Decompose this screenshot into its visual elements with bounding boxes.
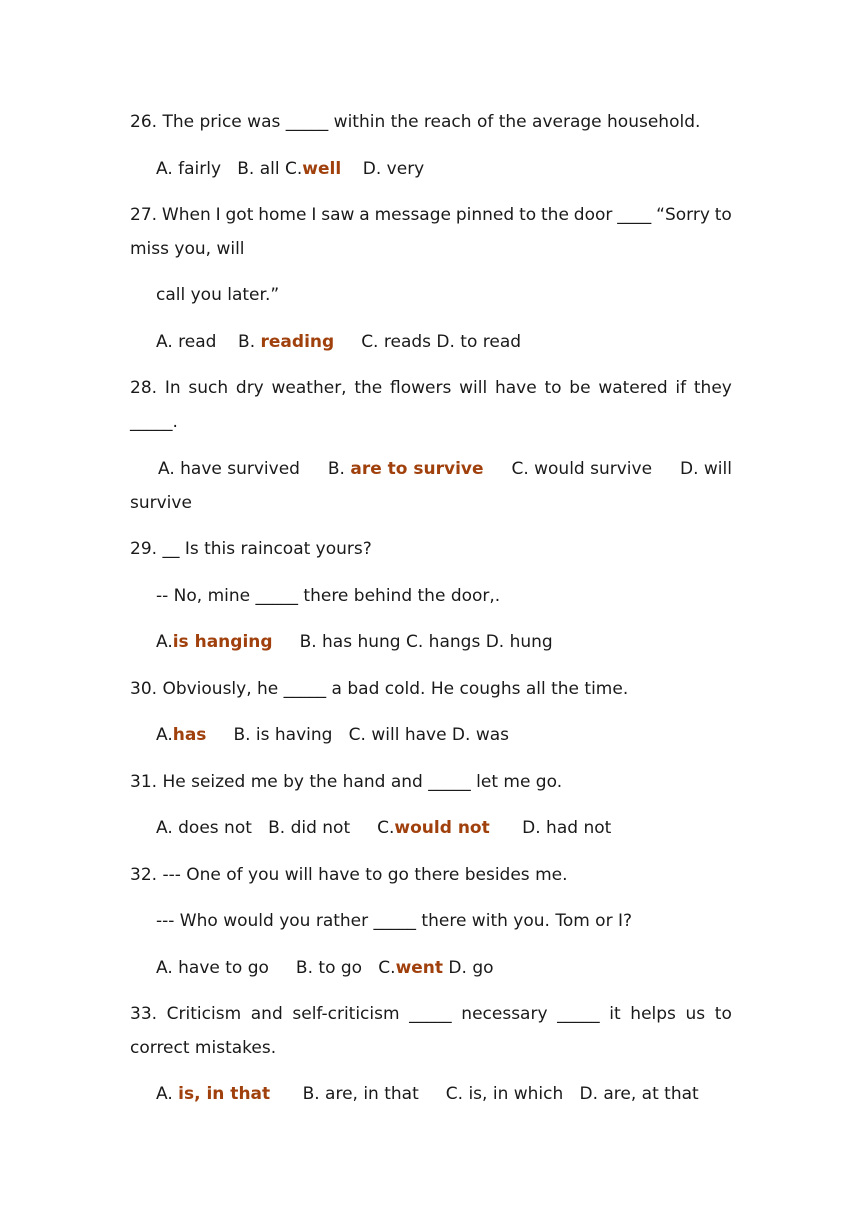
stem-word: weather, bbox=[271, 378, 347, 398]
stem-word: a bbox=[359, 205, 370, 225]
question-33-options bbox=[156, 1083, 699, 1105]
stem-word: the bbox=[354, 378, 383, 398]
stem-word: necessary bbox=[461, 1004, 548, 1024]
q28-option-c: C. would survive bbox=[511, 459, 653, 479]
q33-options-before: A. bbox=[156, 1084, 179, 1104]
stem-word: flowers bbox=[390, 378, 452, 398]
question-28-stem-line2: _____. bbox=[130, 412, 178, 432]
stem-word: will bbox=[459, 378, 488, 398]
stem-word: I bbox=[311, 205, 317, 225]
stem-word: self-criticism bbox=[292, 1004, 400, 1024]
question-29-options bbox=[156, 631, 553, 653]
q28-option-a: A. have survived bbox=[158, 459, 300, 479]
q29-options-before: A. bbox=[156, 632, 173, 652]
q33-answer: is, in that bbox=[178, 1084, 271, 1104]
q31-options-after: D. had not bbox=[489, 818, 612, 838]
question-30-options bbox=[156, 724, 509, 746]
stem-word: When bbox=[161, 205, 211, 225]
stem-word: door bbox=[573, 205, 613, 225]
q28-answer: are to survive bbox=[350, 459, 484, 479]
q32-answer: went bbox=[395, 958, 444, 978]
q28-option-d: D. will bbox=[679, 459, 732, 479]
stem-word: and bbox=[250, 1004, 283, 1024]
q28-option-b-label: B. bbox=[327, 459, 351, 479]
stem-word: Criticism bbox=[166, 1004, 242, 1024]
stem-word: I bbox=[215, 205, 221, 225]
stem-word: to bbox=[714, 1004, 732, 1024]
q26-answer: well bbox=[302, 159, 342, 179]
question-27-stem-line3: call you later.” bbox=[156, 285, 280, 305]
question-28-options-line2: survive bbox=[130, 493, 192, 513]
stem-word: to bbox=[544, 378, 562, 398]
question-33-stem-line1 bbox=[130, 1003, 732, 1025]
q27-options-before: A. read B. bbox=[156, 332, 261, 352]
q28-option-b bbox=[328, 458, 484, 480]
stem-word: such bbox=[188, 378, 229, 398]
stem-word: they bbox=[693, 378, 732, 398]
question-32-stem-line1: 32. --- One of you will have to go there besides me. bbox=[130, 865, 568, 885]
stem-word: 33. bbox=[130, 1004, 158, 1024]
question-32-options bbox=[156, 957, 494, 979]
stem-word: home bbox=[258, 205, 307, 225]
question-26-stem: 26. The price was _____ within the reach of the average household. bbox=[130, 112, 701, 132]
stem-word: message bbox=[374, 205, 451, 225]
question-32-stem-line2: --- Who would you rather _____ there with you. Tom or I? bbox=[156, 911, 633, 931]
stem-word: 28. bbox=[130, 378, 158, 398]
q30-options-before: A. bbox=[156, 725, 173, 745]
question-27-stem-line1 bbox=[130, 204, 732, 226]
stem-word: helps bbox=[630, 1004, 676, 1024]
stem-word: saw bbox=[321, 205, 355, 225]
stem-word: be bbox=[569, 378, 591, 398]
q31-options-before: A. does not B. did not C. bbox=[156, 818, 395, 838]
stem-word: to bbox=[714, 205, 732, 225]
q27-answer: reading bbox=[260, 332, 335, 352]
stem-word: have bbox=[494, 378, 537, 398]
stem-word: to bbox=[519, 205, 537, 225]
question-31-stem: 31. He seized me by the hand and _____ let me go. bbox=[130, 772, 563, 792]
q27-options-after: C. reads D. to read bbox=[334, 332, 522, 352]
stem-word: watered bbox=[598, 378, 668, 398]
question-27-options bbox=[156, 331, 521, 353]
q31-answer: would not bbox=[394, 818, 490, 838]
question-30-stem: 30. Obviously, he _____ a bad cold. He coughs all the time. bbox=[130, 679, 629, 699]
stem-word: if bbox=[675, 378, 687, 398]
q30-options-after: B. is having C. will have D. was bbox=[206, 725, 510, 745]
question-31-options bbox=[156, 817, 611, 839]
stem-word: “Sorry bbox=[656, 205, 710, 225]
stem-word: it bbox=[609, 1004, 621, 1024]
stem-word: pinned bbox=[455, 205, 515, 225]
q29-answer: is hanging bbox=[172, 632, 273, 652]
stem-word: dry bbox=[235, 378, 264, 398]
question-33-stem-line2: correct mistakes. bbox=[130, 1038, 277, 1058]
stem-word: _____ bbox=[557, 1004, 600, 1024]
question-28-options bbox=[158, 458, 732, 480]
q29-options-after: B. has hung C. hangs D. hung bbox=[272, 632, 553, 652]
stem-word: 27. bbox=[130, 205, 158, 225]
stem-word: _____ bbox=[409, 1004, 452, 1024]
q32-options-before: A. have to go B. to go C. bbox=[156, 958, 396, 978]
question-28-stem-line1 bbox=[130, 377, 732, 399]
q30-answer: has bbox=[172, 725, 207, 745]
q26-options-after: D. very bbox=[341, 159, 425, 179]
question-27-stem-line2: miss you, will bbox=[130, 239, 245, 259]
q26-options-before: A. fairly B. all C. bbox=[156, 159, 303, 179]
question-29-stem-line2: -- No, mine _____ there behind the door,. bbox=[156, 586, 501, 606]
stem-word: us bbox=[685, 1004, 706, 1024]
stem-word: got bbox=[225, 205, 254, 225]
question-26-options bbox=[156, 158, 424, 180]
stem-word: the bbox=[541, 205, 569, 225]
q32-options-after: D. go bbox=[443, 958, 494, 978]
q33-options-after: B. are, in that C. is, in which D. are, at that bbox=[270, 1084, 699, 1104]
stem-word: In bbox=[164, 378, 181, 398]
stem-word: ____ bbox=[617, 205, 652, 225]
question-29-stem-line1: 29. __ Is this raincoat yours? bbox=[130, 539, 372, 559]
